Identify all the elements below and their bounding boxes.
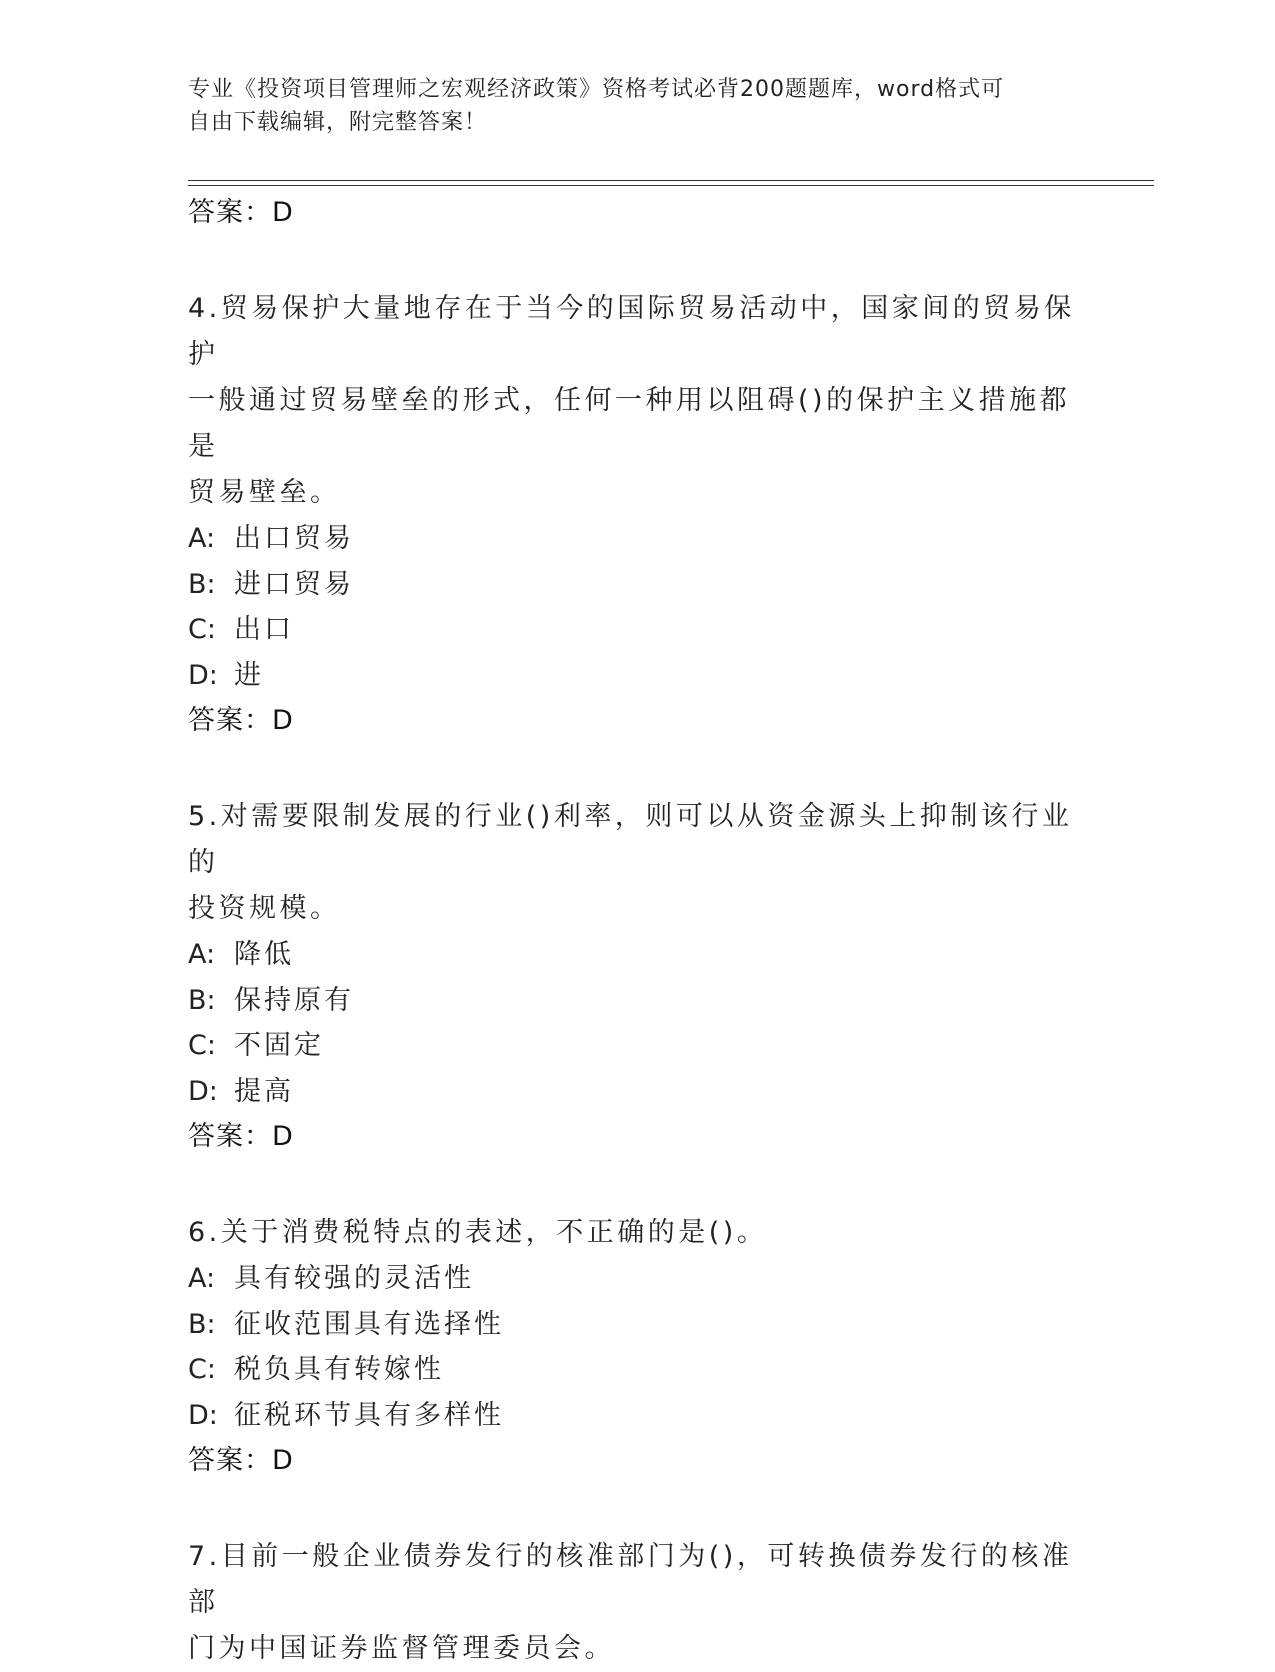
option-text: 降低 xyxy=(234,939,294,970)
option-text: 进 xyxy=(234,659,264,691)
header-line-2: 自由下载编辑，附完整答案！ xyxy=(188,110,488,135)
option-letter: D: xyxy=(188,1399,218,1431)
option-text: 具有较强的灵活性 xyxy=(234,1263,474,1294)
option-letter: C: xyxy=(188,1030,216,1061)
option-letter: D: xyxy=(188,659,218,691)
option-letter: C: xyxy=(188,614,216,645)
question-5 xyxy=(188,794,1088,1160)
question-stem xyxy=(188,286,1088,516)
option-b xyxy=(188,562,1088,608)
answer-line: 答案：D xyxy=(188,705,294,736)
header-divider-top xyxy=(188,180,1154,181)
answer-line: 答案：D xyxy=(188,1121,294,1152)
option-text: 出口贸易 xyxy=(234,523,354,554)
question-7 xyxy=(188,1534,1088,1672)
stem-line: 门为中国证券监督管理委员会。 xyxy=(188,1633,615,1664)
option-c xyxy=(188,1023,1088,1069)
option-text: 出口 xyxy=(234,614,294,645)
option-b xyxy=(188,1302,1088,1348)
stem-line: 一般通过贸易壁垒的形式，任何一种用以阻碍()的保护主义措施都是 xyxy=(188,385,1071,462)
answer-line: 答案：D xyxy=(188,1445,294,1476)
option-letter: A: xyxy=(188,939,216,970)
stem-line: 投资规模。 xyxy=(188,893,341,924)
option-text: 提高 xyxy=(234,1075,294,1107)
question-stem xyxy=(188,794,1088,932)
option-letter: C: xyxy=(188,1354,216,1385)
stem-line: 6.关于消费税特点的表述，不正确的是()。 xyxy=(188,1217,768,1248)
option-a xyxy=(188,932,1088,978)
question-4 xyxy=(188,286,1088,744)
option-letter: B: xyxy=(188,568,216,600)
option-text: 税负具有转嫁性 xyxy=(234,1354,444,1385)
option-letter: B: xyxy=(188,1308,216,1340)
question-stem xyxy=(188,1534,1088,1672)
option-d xyxy=(188,1393,1088,1439)
stem-line: 7.目前一般企业债券发行的核准部门为()，可转换债券发行的核准部 xyxy=(188,1541,1073,1618)
option-d xyxy=(188,653,1088,699)
option-d xyxy=(188,1069,1088,1115)
option-letter: A: xyxy=(188,1263,216,1294)
header-line-1: 专业《投资项目管理师之宏观经济政策》资格考试必背200题题库，word格式可 xyxy=(188,77,1005,102)
option-letter: B: xyxy=(188,984,216,1016)
option-letter: D: xyxy=(188,1075,218,1107)
option-a xyxy=(188,1256,1088,1302)
stem-line: 5.对需要限制发展的行业()利率，则可以从资金源头上抑制该行业的 xyxy=(188,801,1073,878)
option-text: 不固定 xyxy=(234,1030,324,1061)
option-c xyxy=(188,607,1088,653)
answer-line-q3: 答案：D xyxy=(188,197,294,228)
stem-line: 4.贸易保护大量地存在于当今的国际贸易活动中，国家间的贸易保护 xyxy=(188,293,1075,370)
stem-line: 贸易壁垒。 xyxy=(188,477,341,508)
option-a xyxy=(188,516,1088,562)
option-c xyxy=(188,1347,1088,1393)
option-b xyxy=(188,978,1088,1024)
option-text: 进口贸易 xyxy=(234,568,354,600)
option-text: 征收范围具有选择性 xyxy=(234,1308,504,1340)
question-list xyxy=(188,190,1088,1672)
option-text: 保持原有 xyxy=(234,984,354,1016)
question-stem xyxy=(188,1210,1088,1256)
option-letter: A: xyxy=(188,523,216,554)
option-text: 征税环节具有多样性 xyxy=(234,1399,504,1431)
document-header xyxy=(188,73,1088,139)
question-6 xyxy=(188,1210,1088,1484)
header-divider-bottom xyxy=(188,185,1154,186)
